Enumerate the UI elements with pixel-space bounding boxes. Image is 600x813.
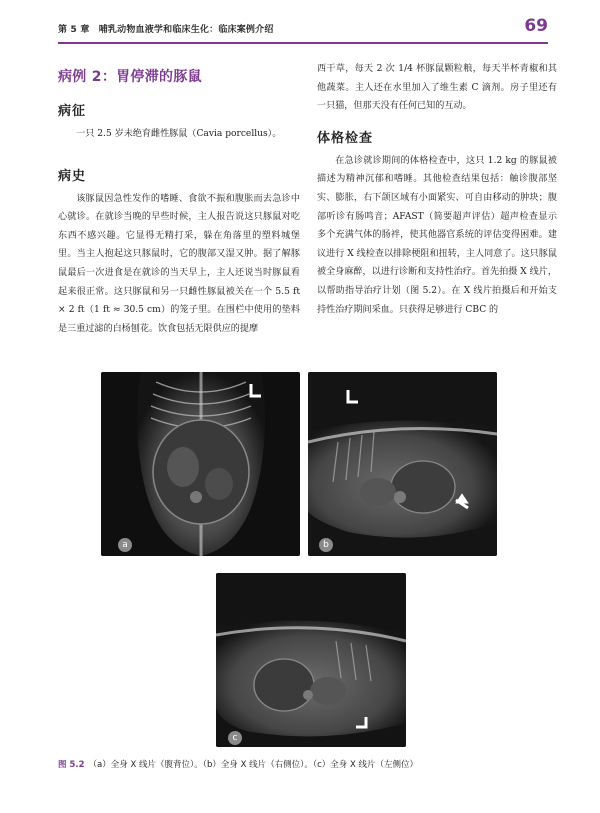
exam-heading: 体格检查 [317, 130, 374, 146]
xray-panel-c [216, 573, 406, 747]
panel-label-c: c [228, 731, 242, 745]
figure-label: 图 5.2 [58, 760, 85, 770]
signalment-text: 一只 2.5 岁未绝育雌性豚鼠（Cavia porcellus）。 [76, 129, 282, 139]
page-number: 69 [524, 16, 548, 36]
history-text: 该豚鼠因急性发作的嗜睡、食欲不振和腹胀而去急诊中心就诊。在就诊当晚的早些时候，主人报告说这只豚鼠对吃东西不感兴趣。它显得无精打采，躲在角落里的塑料城堡里。当主人抱起这只豚鼠时，它的腹部又湿又肿。据了解豚鼠最后一次进食是在就诊的当天早上，主人还说当时豚鼠看起来很正常。这只豚鼠和另一只雌性豚鼠被关在一个 5.5 ft × 2 ft（1 ft ≈ 30.5 cm）的笼子里。在围栏中使用的垫料是三重过滤的白杨刨花。饮食包括无限供应的提摩 [58, 193, 300, 334]
signalment-heading: 病征 [58, 104, 87, 119]
page-header [0, 0, 600, 44]
right-column [317, 60, 557, 319]
figure-caption [58, 758, 418, 770]
exam-text: 在急诊就诊期间的体格检查中，这只 1.2 kg 的豚鼠被描述为精神沉郁和嗜睡。其他检查结果包括：触诊腹部坚实、膨胀，右下颌区域有小面紧实、可自由移动的肿块；腹部听诊有肠鸣音；AFAST（简要超声评估）超声检查显示多个充满气体的肠袢，使其他器官系统的评估变得困难。建议进行 X 线检查以排除梗阻和扭转，主人同意了。这只豚鼠被全身麻醉，以进行诊断和支持性治疗。首先拍摄 X 线片，以帮助指导治疗计划（图 5.2）。在 X 线片拍摄后和开始支持性治疗期间采血。只获得足够进行 CBC 的 [317, 155, 557, 315]
xray-panel-b [308, 372, 497, 556]
xray-right-lateral-image [308, 372, 497, 556]
panel-label-b: b [319, 538, 333, 552]
xray-ventrodorsal-image [101, 372, 300, 556]
chapter-title: 第 5 章 哺乳动物血液学和临床生化：临床案例介绍 [58, 25, 274, 35]
case-title: 病例 2：胃停滞的豚鼠 [58, 69, 202, 85]
history-heading: 病史 [58, 168, 87, 184]
header-rule [58, 42, 548, 44]
figure-caption-text: （a）全身 X 线片（腹背位）。（b）全身 X 线片（右侧位）。（c）全身 X 线片（左侧位） [88, 760, 418, 770]
panel-label-a: a [118, 538, 132, 552]
left-column [58, 60, 300, 338]
xray-left-lateral-image [216, 573, 406, 747]
xray-panel-a [101, 372, 300, 556]
history-continued: 西干草，每天 2 次 1/4 杯豚鼠颗粒粮，每天半杯青椒和其他蔬菜。主人还在水里加入了维生素 C 滴剂。房子里还有一只猫，但那天没有任何已知的互动。 [317, 64, 557, 112]
